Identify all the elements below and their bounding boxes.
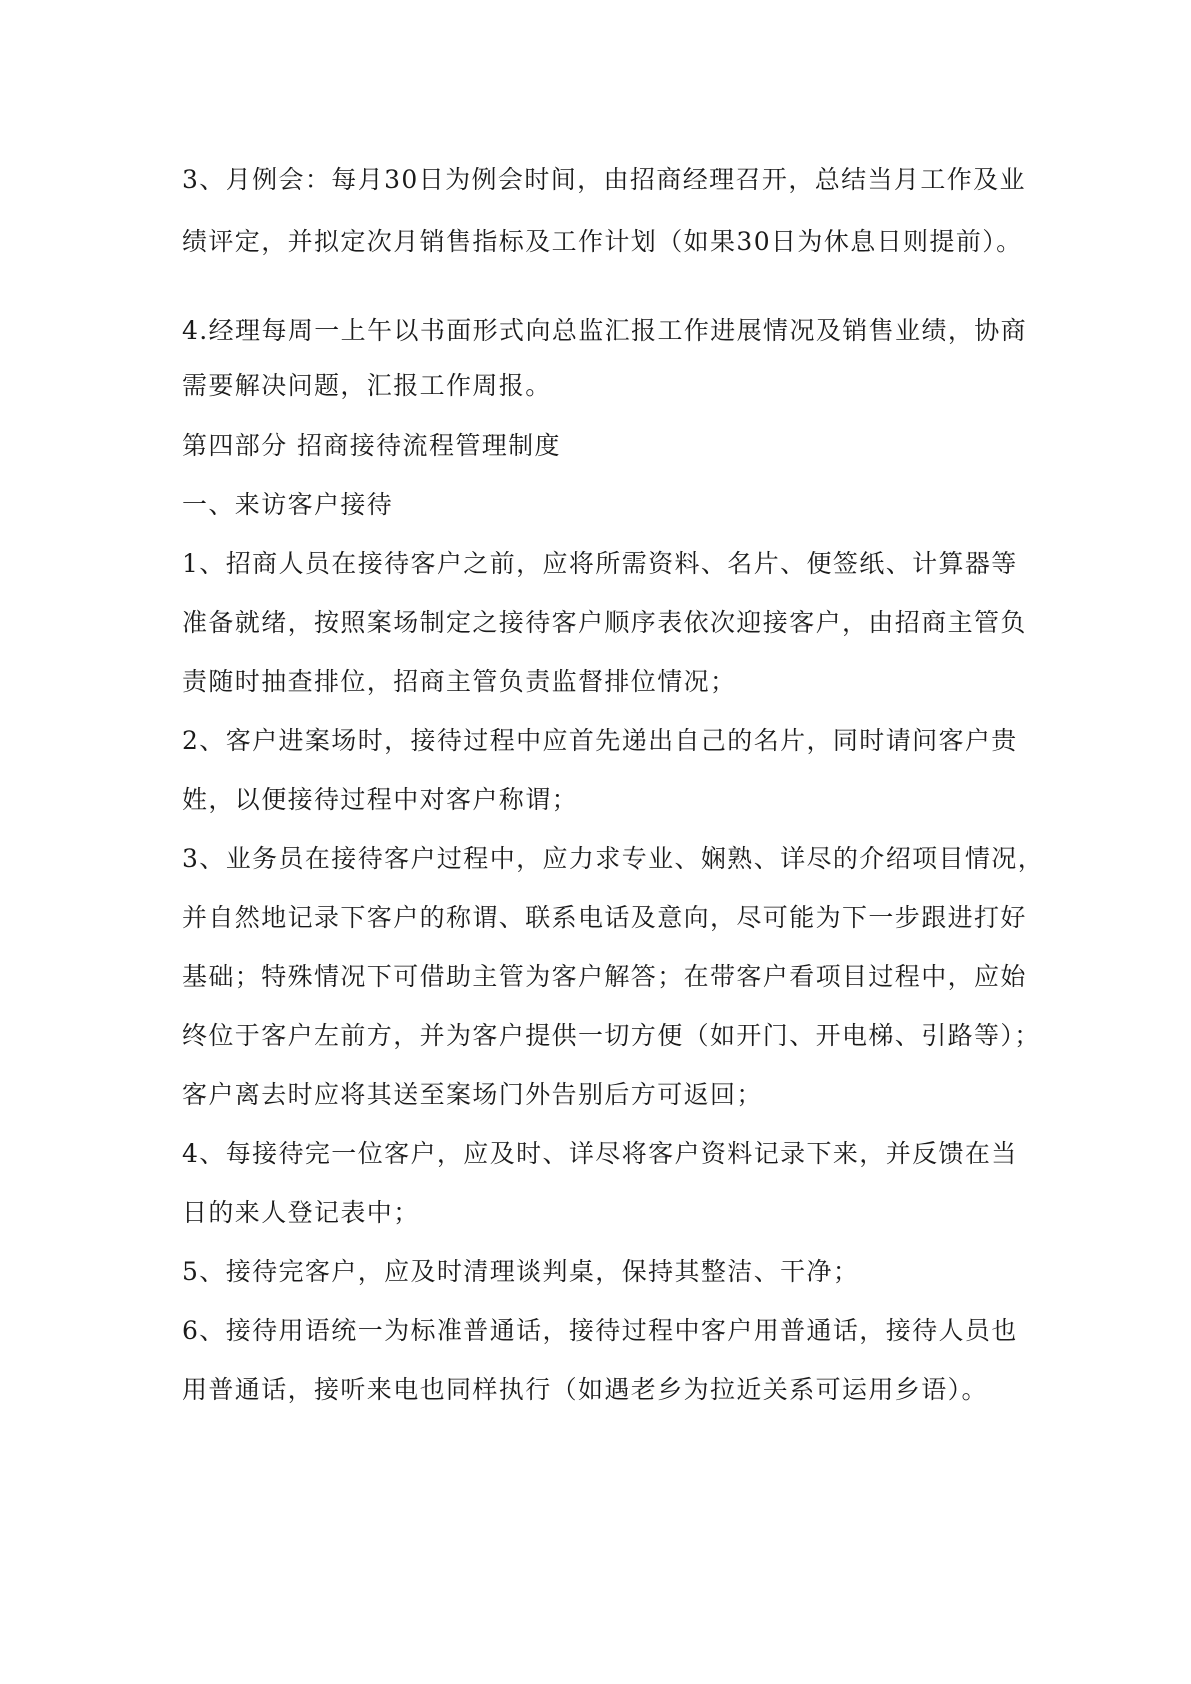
text-line-item-5: 5、接待完客户，应及时清理谈判桌，保持其整洁、干净；: [182, 1257, 860, 1286]
text-line-item-3-cont: 终位于客户左前方，并为客户提供一切方便（如开门、开电梯、引路等）；: [182, 1021, 1041, 1050]
section-heading-part-four: 第四部分 招商接待流程管理制度: [182, 431, 561, 460]
text-line-item-2: 2、客户进案场时，接待过程中应首先递出自己的名片，同时请问客户贵: [182, 726, 1018, 755]
text-line-item-3: 3、业务员在接待客户过程中，应力求专业、娴熟、详尽的介绍项目情况，: [182, 844, 1045, 873]
text-line-item-4: 4、每接待完一位客户，应及时、详尽将客户资料记录下来，并反馈在当: [182, 1139, 1018, 1168]
text-line-weekly-report: 4.经理每周一上午以书面形式向总监汇报工作进展情况及销售业绩，协商: [182, 316, 1028, 345]
text-line-item-6-cont: 用普通话，接听来电也同样执行（如遇老乡为拉近关系可运用乡语）。: [182, 1375, 988, 1404]
text-line-item-2-cont: 姓，以便接待过程中对客户称谓；: [182, 785, 579, 814]
text-line-item-3-cont: 客户离去时应将其送至案场门外告别后方可返回；: [182, 1080, 763, 1109]
text-line-monthly-meeting: 3、月例会：每月30日为例会时间，由招商经理召开，总结当月工作及业: [182, 165, 1026, 194]
text-line-item-3-cont: 基础；特殊情况下可借助主管为客户解答；在带客户看项目过程中，应始: [182, 962, 1027, 991]
subsection-heading-visitor-reception: 一、来访客户接待: [182, 490, 394, 519]
text-line-item-1-cont: 责随时抽查排位，招商主管负责监督排位情况；: [182, 667, 737, 696]
text-line-item-1: 1、招商人员在接待客户之前，应将所需资料、名片、便签纸、计算器等: [182, 549, 1018, 578]
text-line-weekly-report-cont: 需要解决问题，汇报工作周报。: [182, 371, 552, 400]
text-line-monthly-meeting-cont: 绩评定，并拟定次月销售指标及工作计划（如果30日为休息日则提前）。: [182, 227, 1023, 256]
text-line-item-3-cont: 并自然地记录下客户的称谓、联系电话及意向，尽可能为下一步跟进打好: [182, 903, 1027, 932]
text-line-item-6: 6、接待用语统一为标准普通话，接待过程中客户用普通话，接待人员也: [182, 1316, 1018, 1345]
text-line-item-1-cont: 准备就绪，按照案场制定之接待客户顺序表依次迎接客户，由招商主管负: [182, 608, 1027, 637]
text-line-item-4-cont: 日的来人登记表中；: [182, 1198, 420, 1227]
